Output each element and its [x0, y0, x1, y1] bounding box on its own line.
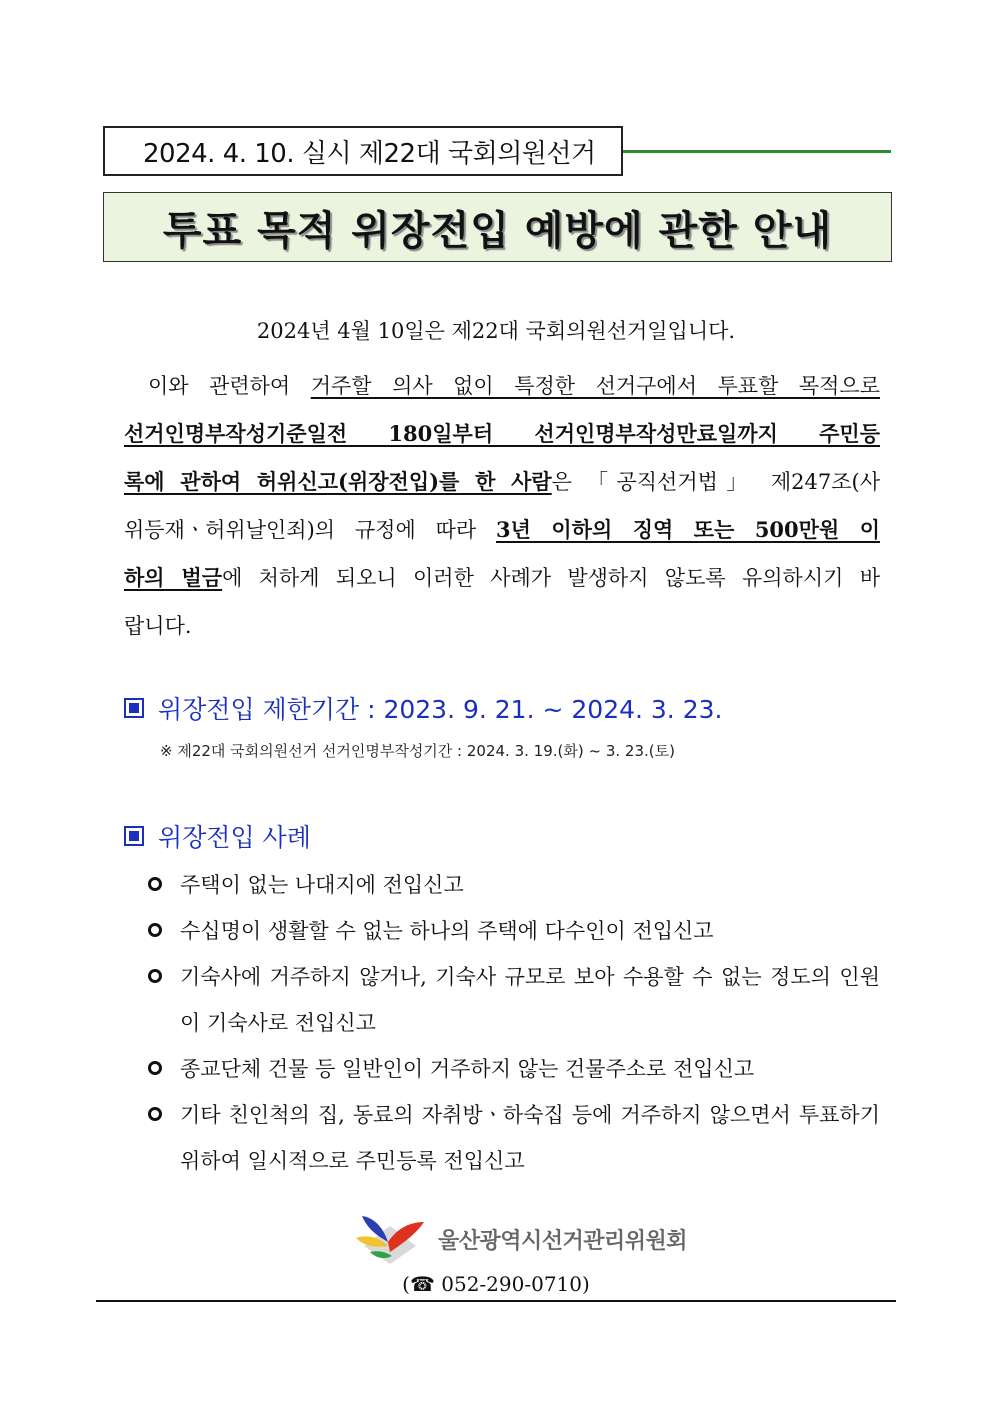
paragraph-text: 위등재ㆍ허위날인죄)의 규정에 따라: [124, 518, 497, 542]
example-list: [148, 862, 880, 1184]
list-item-text: 주택이 없는 나대지에 전입신고: [180, 873, 464, 897]
intro-sentence: 2024년 4월 10일은 제22대 국회의원선거일입니다.: [256, 319, 736, 343]
list-item-text: 수십명이 생활할 수 없는 하나의 주택에 다수인이 전입신고: [180, 919, 714, 943]
circle-bullet-icon: [148, 1061, 162, 1075]
election-commission-logo: [350, 1208, 430, 1264]
list-item-text: 기숙사에 거주하지 않거나, 기숙사 규모로 보아 수용할 수 없는 정도의 인원이 기숙사로 전입신고: [180, 965, 880, 1035]
paragraph-line-6: [124, 602, 880, 650]
registration-period-note: ※ 제22대 국회의원선거 선거인명부작성기간 : 2024. 3. 19.(화) ~ 3. 23.(토): [160, 742, 675, 760]
circle-bullet-icon: [148, 1107, 162, 1121]
circle-bullet-icon: [148, 969, 162, 983]
paragraph-underlined-text: 거주할 의사 없이 특정한 선거구에서 투표할 목적으로: [310, 374, 880, 398]
list-item: [148, 1092, 880, 1184]
paragraph-line-5: [124, 554, 880, 602]
section-heading-text: 위장전입 제한기간 : 2023. 9. 21. ~ 2024. 3. 23.: [158, 695, 723, 724]
paragraph-line-4: [124, 506, 880, 554]
main-title-box: [103, 192, 892, 262]
list-item: [148, 862, 880, 908]
paragraph-text: 은 「공직선거법」 제247조(사: [551, 470, 880, 494]
section-examples-heading: [124, 818, 311, 854]
square-bullet-icon: [124, 698, 144, 718]
paragraph-line-3: [124, 458, 880, 506]
section-heading-text: 위장전입 사례: [158, 823, 311, 852]
paragraph-underlined-text: 3년 이하의 징역 또는 500만원 이: [496, 517, 880, 542]
square-bullet-icon: [124, 826, 144, 846]
section-restriction-period-heading: [124, 690, 722, 726]
paragraph-text: 랍니다.: [124, 614, 192, 638]
organization-name: 울산광역시선거관리위원회: [438, 1229, 688, 1254]
list-item-text: 종교단체 건물 등 일반인이 거주하지 않는 건물주소로 전입신고: [180, 1057, 755, 1081]
paragraph-line-1: [124, 362, 880, 410]
circle-bullet-icon: [148, 877, 162, 891]
circle-bullet-icon: [148, 923, 162, 937]
paragraph-underlined-text: 록에 관하여 허위신고(위장전입)를 한 사람: [124, 469, 552, 494]
list-item-text: 기타 친인척의 집, 동료의 자취방ㆍ하숙집 등에 거주하지 않으면서 투표하기 위하여 일시적으로 주민등록 전입신고: [180, 1103, 880, 1173]
main-title: 투표 목적 위장전입 예방에 관한 안내: [162, 207, 833, 254]
election-subtitle-box: [103, 126, 623, 176]
notice-paragraph: [124, 362, 880, 650]
paragraph-underlined-text: 하의 벌금: [124, 565, 223, 590]
footer-divider: [96, 1300, 896, 1302]
contact-phone: (☎ 052-290-0710): [402, 1272, 590, 1296]
list-item: [148, 954, 880, 1046]
paragraph-underlined-text: 선거인명부작성기준일전 180일부터 선거인명부작성만료일까지 주민등: [124, 421, 880, 446]
subtitle-accent-line: [623, 150, 891, 153]
paragraph-text: 에 처하게 되오니 이러한 사례가 발생하지 않도록 유의하시기 바: [222, 566, 880, 590]
list-item: [148, 1046, 880, 1092]
list-item: [148, 908, 880, 954]
election-subtitle: 2024. 4. 10. 실시 제22대 국회의원선거: [143, 138, 596, 169]
paragraph-line-2: [124, 410, 880, 458]
paragraph-text: 이와 관련하여: [148, 374, 311, 398]
